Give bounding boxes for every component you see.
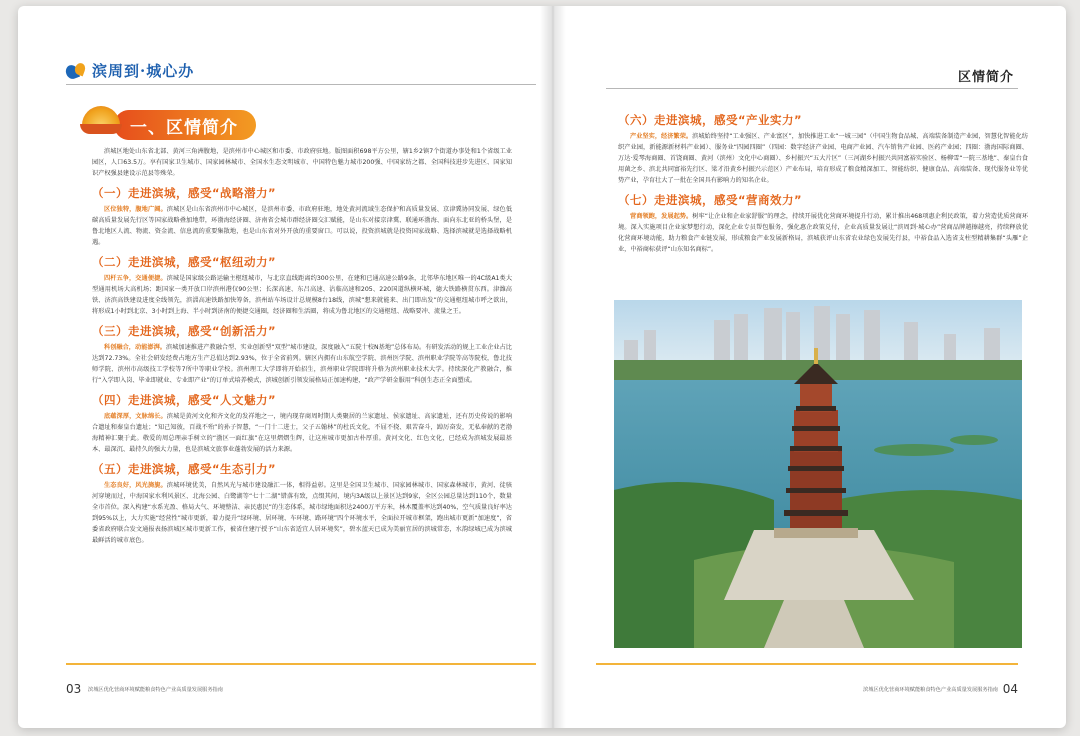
left-page [18, 6, 542, 728]
footer-text-right: 滨城区优化营商环境赋能粮食特色产业高质量发展服务指南 [863, 687, 998, 693]
subsection-title-4: （四）走进滨城，感受“人文魅力” [92, 393, 277, 407]
logo-icon [66, 62, 88, 80]
subsection-title-2: （二）走进滨城，感受“枢纽动力” [92, 255, 277, 269]
subsection-title-1: （一）走进滨城，感受“战略潜力” [92, 186, 277, 200]
subsection-lead-4: 底蕴深厚，文脉绵长。 [104, 413, 167, 420]
left-content [92, 146, 512, 546]
section-title: 一、区情简介 [114, 110, 256, 140]
right-content [618, 106, 1028, 255]
subsection-text-1: 区位独特，腹地广阔。滨城区是山东省滨州市中心城区，是滨州市委、市政府驻地，地处黄河流域生态保护和高质量发展、京津冀协同发展、绿色低碳高质量发展先行区等国家战略叠加地带，环渤海经济圈、济南省会城市群经济圈交汇赋能，是山东对接京津冀、联通环渤海、面向东北亚的桥头堡，是鲁北地区人流、物流、资金流、信息流的重要集散地，也是山东省对外开放的重要窗口。可以说，投资滨城就是投资国家战略、选择滨城就是选择战略机遇。 [92, 206, 513, 246]
subsection-text-7: 营商领跑，发展起势。树牢“让企业和企业家舒服”的理念，持续开展优化营商环境提升行动，累计推出468项惠企利民政策，着力营造优质营商环境。深入实施项目企业家梦想行动，深化企业专员帮包服务，强化惠企政策兑付，企业高质量发展让“滨周到·城心办”营商品牌越擦越亮，持续释放优化营商环境动能，助力粮食产业链发展，形成粮食产业发展新格局，滨城获评山东省农业绿色发展先行县，中裕食品入选省支柱型精耕集群“头雁”企业，中裕商标获评“山东知名商标”。 [618, 213, 1029, 253]
subsection-lead-2: 四杆五争，交通便捷。 [104, 275, 167, 282]
logo-text: 滨周到·城心办 [92, 62, 195, 80]
header-rule [606, 88, 1018, 89]
header-rule [66, 84, 536, 85]
footer-text-left: 滨城区优化营商环境赋能粮食特色产业高质量发展服务指南 [88, 687, 223, 693]
subsection-lead-5: 生态良好，风光旖旎。 [104, 482, 167, 489]
subsection-text-5: 生态良好，风光旖旎。滨城环境优美，自然风光与城市建设融汇一体，相得益彰。这里是全国卫生城市、国家园林城市、国家森林城市，黄河、徒骇河穿境而过，中海国家水利风景区、北海公园、白鹭湖等“七十二湖”错落有致，点缀其间，境内3A级以上景区达到9家，全区公园总量达到110个，数量全市首位。深入构建“水系光盈、格局大气、环境整洁、亲民惠民”的生态体系，城市绿地面积达2400万平方米，林木覆盖率达到40%，空气质量良好率达到95%以上，大力实施“经营性”城市更新，着力提升“绿环境、居环境、车环境、路环境”四个环境水平，全面拉开城市框架，跑出城市更新“加速度”，省委省政府联合发文通报表扬滨城区城市更新工作，被省住建厅授予“山东省适宜人居环境奖”，碧水蓝天已成为美丽宜居的滨城常态，水韵绿城已成为滨城最鲜活的城市底色。 [92, 482, 513, 544]
page-number-right: 04 [1002, 682, 1018, 696]
footer-rule [66, 663, 536, 665]
city-pagoda-photo [614, 300, 1022, 648]
pagoda-illustration [614, 300, 1022, 648]
subsection-lead-6: 产业坚实，经济繁荣。 [630, 133, 693, 140]
subsection-text-4: 底蕴深厚，文脉绵长。滨城是黄河文化和齐文化的发祥地之一，境内现存商周时期人类聚居的兰家遗址、侯家遗址、高家遗址，还有历史传说的影响合遗址和秦皇台遗址；“知己知彼，百战不殆”的孙子智慧，“一门十二进士，父子五翰林”的杜氏文化，不屈不挠、艰苦奋斗，踔厉奋发，无私奉献的老渤海精神汇聚于此。敬爱的周总理亲手树立的“渤区一面红旗”在这里熠熠生辉，让这座城市更加古朴厚重。黄河文化、红色文化，已经成为滨城发展最基本、最深沉、最持久的强大力量，也是滨城文旅事业蓬勃发展的活力来源。 [92, 413, 513, 453]
book-spine [540, 6, 566, 728]
subsection-text-3: 科创融合，动能澎湃。滨城加速推进产教融合型、实业创新型“双型”城市建设，深度融入“五院十校N基地”总体布局。有研发活动的规上工业企业占比达到72.73%。全社会研发经费占地方生产总值达到2.93%，位于全省前列。辖区内拥有山东航空学院、滨州医学院、滨州职业学院等高等院校，鲁北技师学院、滨州市高级技工学校等7所中等职业学校。滨州理工大学即将开始招生，滨州职业学院即将升格为滨州职业技术大学。持续深化产教融合，推行“入学即入岗、毕业即就业、专业即产业”的订单式培养模式，滨城创新引领发展格局正加速构建，“政产学研金服用”科创生态正全面塑成。 [92, 344, 512, 384]
subsection-title-3: （三）走进滨城，感受“创新活力” [92, 324, 277, 338]
sunrise-emblem-icon [80, 106, 122, 144]
page-number-left: 03 [66, 682, 82, 696]
intro-paragraph: 滨城区地处山东省北部、黄河三角洲腹地，是滨州市中心城区和市委、市政府驻地。版图面积698平方公里，辖1乡2镇7个街道办事处和1个省级工业园区，人口63.5万。享有国家卫生城市、国家园林城市、全国水生态文明城市、中国特色魅力城市200强、中国家纺之都、全国科技进步先进区、国家知识产权强县建设示范县等殊荣。 [92, 148, 512, 177]
magazine-spread [18, 6, 1066, 728]
header-title: 区情简介 [957, 70, 1014, 85]
header-logo [66, 60, 194, 81]
subsection-title-5: （五）走进滨城，感受“生态引力” [92, 462, 277, 476]
subsection-lead-7: 营商领跑，发展起势。 [630, 213, 693, 220]
subsection-text-2: 四杆五争，交通便捷。滨城是国家级公路运输主枢纽城市，与北京直线距离约300公里，在建和已通高速公路9条，北邻华东地区唯一的4C级A1类大型通用机场大高机场；距国家一类开放口岸滨州港仅90公里；长深高速、东吕高速、沾临高速和205、220国道纵横环城，德大铁路横贯东西。津潍高铁、济滨高铁建设进度全线领先，滨淄高速铁路加快筹备，滨州站车场设计总规模8台18线，滨城“想来就能来、出门即出发”的交通枢纽城市呼之欲出，将形成1小时到北京、3小时到上海、半小时到济南的便捷交通圈，经济圈和生活圈，将成为鲁北地区的交通枢纽、战略要冲、流量之王。 [92, 275, 513, 315]
section-banner [80, 106, 256, 144]
right-page [566, 6, 1066, 728]
subsection-title-7: （七）走进滨城，感受“营商效力” [618, 193, 803, 207]
subsection-lead-1: 区位独特，腹地广阔。 [104, 206, 167, 213]
footer-rule [596, 663, 1018, 665]
subsection-text-6: 产业坚实，经济繁荣。滨城始终坚持“工业强区、产业富区”，加快推进工业“一城三园”（中国生物食品城、高端装备制造产业园，智慧化智能化纺织产业园，新能源新材料产业园）、服务业“四园四圈”（四园：数字经济产业园、电商产业园、汽车销售产业园、医药产业园；四圈：渤海国际商圈、万达·爱琴海商圈、首饶商圈、黄河（滨州）文化中心商圈）、乡村振兴“五大片区”（三河湖乡村振兴共同富裕实验区、杨柳雪“一院三基地”、秦皇台食用菌之乡、滨北共同富裕先行区、梁才沿黄乡村振兴示范区）产业布局，培育形成了粮食精深加工、智能纺织、健康食品、高端装备、现代服务业等优势产业，孕育壮大了一批在全国具有影响力的知名企业。 [618, 133, 1029, 184]
subsection-title-6: （六）走进滨城，感受“产业实力” [618, 113, 803, 127]
subsection-lead-3: 科创融合，动能澎湃。 [104, 344, 166, 351]
